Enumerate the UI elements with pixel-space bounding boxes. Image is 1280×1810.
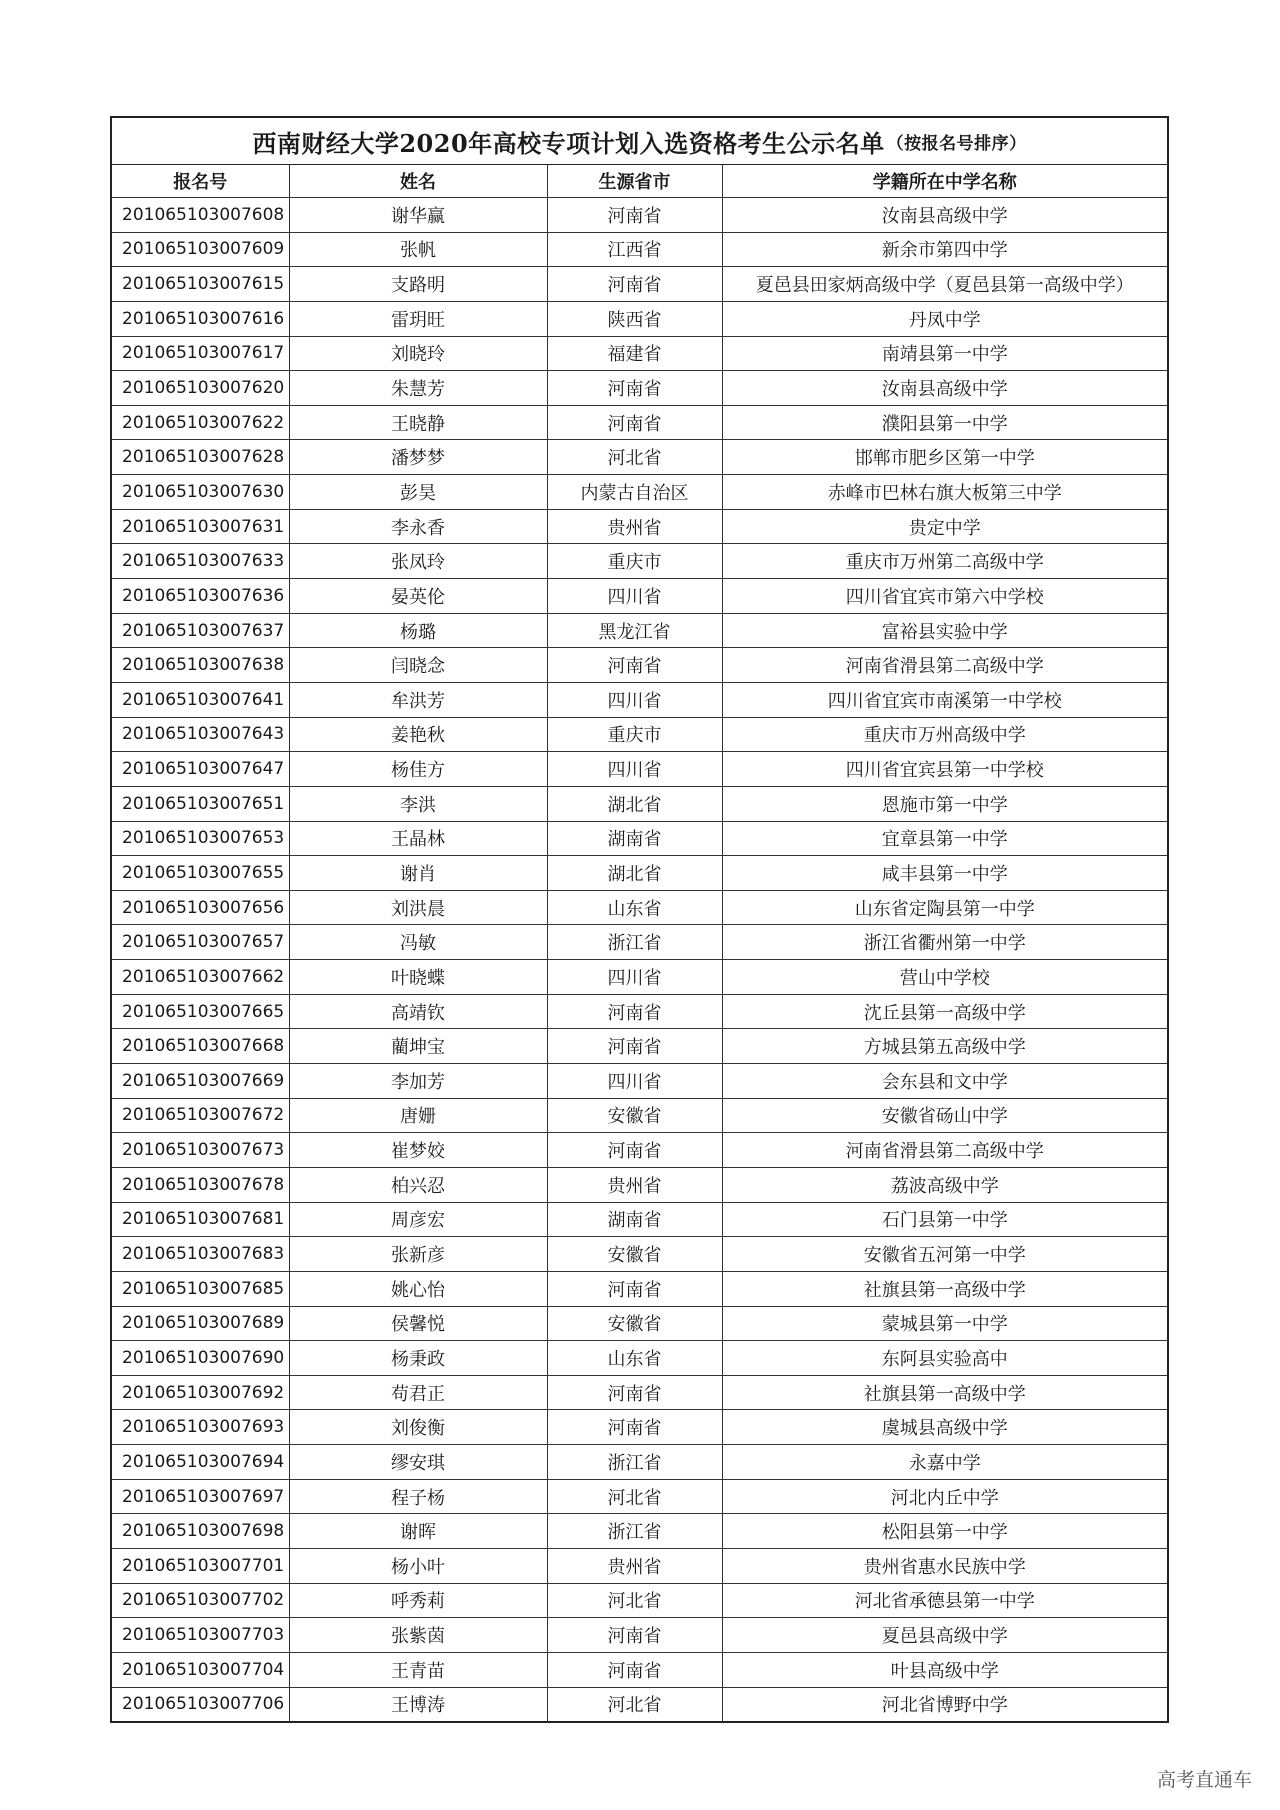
school-cell: 宜章县第一中学 [722, 821, 1167, 856]
province-cell: 江西省 [547, 232, 722, 267]
school-cell: 贵州省惠水民族中学 [722, 1548, 1167, 1583]
school-cell: 社旗县第一高级中学 [722, 1271, 1167, 1306]
registration-number-cell: 201065103007678 [112, 1167, 289, 1202]
registration-number-cell: 201065103007656 [112, 890, 289, 925]
registration-number-cell: 201065103007681 [112, 1202, 289, 1237]
name-cell: 冯敏 [289, 925, 547, 960]
school-cell: 河北省博野中学 [722, 1687, 1167, 1721]
school-cell: 浙江省衢州第一中学 [722, 925, 1167, 960]
name-cell: 晏英伦 [289, 579, 547, 614]
watermark: 高考直通车 [1156, 1769, 1252, 1791]
school-cell: 恩施市第一中学 [722, 786, 1167, 821]
table-row [112, 856, 1167, 891]
name-cell: 藺坤宝 [289, 1029, 547, 1064]
school-cell: 邯郸市肥乡区第一中学 [722, 440, 1167, 475]
table-row [112, 1583, 1167, 1618]
province-cell: 安徽省 [547, 1237, 722, 1272]
name-cell: 杨秉政 [289, 1341, 547, 1376]
name-cell: 张帆 [289, 232, 547, 267]
registration-number-cell: 201065103007693 [112, 1410, 289, 1445]
school-cell: 永嘉中学 [722, 1445, 1167, 1480]
table-row [112, 821, 1167, 856]
column-header-province: 生源省市 [547, 165, 722, 198]
school-cell: 营山中学校 [722, 960, 1167, 995]
province-cell: 浙江省 [547, 1445, 722, 1480]
table-row [112, 509, 1167, 544]
school-cell: 河北内丘中学 [722, 1479, 1167, 1514]
table-row [112, 1133, 1167, 1168]
candidate-table [112, 165, 1167, 1721]
name-cell: 缪安琪 [289, 1445, 547, 1480]
name-cell: 闫晓念 [289, 648, 547, 683]
document-title: 西南财经大学2020年高校专项计划入选资格考生公示名单 [252, 128, 885, 158]
column-header-registration-number: 报名号 [112, 165, 289, 198]
name-cell: 王青苗 [289, 1652, 547, 1687]
registration-number-cell: 201065103007633 [112, 544, 289, 579]
school-cell: 赤峰市巴林右旗大板第三中学 [722, 475, 1167, 510]
table-row [112, 440, 1167, 475]
name-cell: 王晶林 [289, 821, 547, 856]
province-cell: 湖北省 [547, 786, 722, 821]
registration-number-cell: 201065103007657 [112, 925, 289, 960]
province-cell: 浙江省 [547, 1514, 722, 1549]
name-cell: 姚心怡 [289, 1271, 547, 1306]
column-header-name: 姓名 [289, 165, 547, 198]
school-cell: 贵定中学 [722, 509, 1167, 544]
registration-number-cell: 201065103007665 [112, 994, 289, 1029]
registration-number-cell: 201065103007669 [112, 1064, 289, 1099]
school-cell: 濮阳县第一中学 [722, 405, 1167, 440]
school-cell: 松阳县第一中学 [722, 1514, 1167, 1549]
name-cell: 刘俊衡 [289, 1410, 547, 1445]
school-cell: 汝南县高级中学 [722, 198, 1167, 233]
name-cell: 李永香 [289, 509, 547, 544]
province-cell: 河南省 [547, 371, 722, 406]
table-row [112, 475, 1167, 510]
province-cell: 贵州省 [547, 1167, 722, 1202]
name-cell: 杨佳方 [289, 752, 547, 787]
registration-number-cell: 201065103007636 [112, 579, 289, 614]
school-cell: 沈丘县第一高级中学 [722, 994, 1167, 1029]
school-cell: 南靖县第一中学 [722, 336, 1167, 371]
registration-number-cell: 201065103007703 [112, 1618, 289, 1653]
registration-number-cell: 201065103007672 [112, 1098, 289, 1133]
name-cell: 杨小叶 [289, 1548, 547, 1583]
school-cell: 四川省宜宾市南溪第一中学校 [722, 682, 1167, 717]
province-cell: 河南省 [547, 1410, 722, 1445]
registration-number-cell: 201065103007651 [112, 786, 289, 821]
registration-number-cell: 201065103007706 [112, 1687, 289, 1721]
document-title-note: （按报名号排序） [886, 133, 1027, 154]
province-cell: 湖南省 [547, 1202, 722, 1237]
table-row [112, 1618, 1167, 1653]
province-cell: 河北省 [547, 440, 722, 475]
school-cell: 方城县第五高级中学 [722, 1029, 1167, 1064]
province-cell: 贵州省 [547, 509, 722, 544]
table-row [112, 1167, 1167, 1202]
registration-number-cell: 201065103007698 [112, 1514, 289, 1549]
registration-number-cell: 201065103007647 [112, 752, 289, 787]
name-cell: 柏兴忍 [289, 1167, 547, 1202]
registration-number-cell: 201065103007638 [112, 648, 289, 683]
table-row [112, 1548, 1167, 1583]
registration-number-cell: 201065103007608 [112, 198, 289, 233]
registration-number-cell: 201065103007701 [112, 1548, 289, 1583]
province-cell: 安徽省 [547, 1306, 722, 1341]
school-cell: 新余市第四中学 [722, 232, 1167, 267]
name-cell: 彭昊 [289, 475, 547, 510]
province-cell: 重庆市 [547, 544, 722, 579]
table-row [112, 717, 1167, 752]
table-row [112, 1410, 1167, 1445]
table-row [112, 371, 1167, 406]
table-row [112, 1375, 1167, 1410]
table-row [112, 925, 1167, 960]
province-cell: 山东省 [547, 1341, 722, 1376]
name-cell: 唐姗 [289, 1098, 547, 1133]
name-cell: 张凤玲 [289, 544, 547, 579]
school-cell: 山东省定陶县第一中学 [722, 890, 1167, 925]
province-cell: 山东省 [547, 890, 722, 925]
registration-number-cell: 201065103007630 [112, 475, 289, 510]
registration-number-cell: 201065103007617 [112, 336, 289, 371]
table-row [112, 198, 1167, 233]
registration-number-cell: 201065103007690 [112, 1341, 289, 1376]
table-row [112, 1202, 1167, 1237]
province-cell: 四川省 [547, 579, 722, 614]
table-row [112, 1098, 1167, 1133]
name-cell: 张新彦 [289, 1237, 547, 1272]
name-cell: 王博涛 [289, 1687, 547, 1721]
registration-number-cell: 201065103007622 [112, 405, 289, 440]
table-row [112, 1237, 1167, 1272]
registration-number-cell: 201065103007615 [112, 267, 289, 302]
province-cell: 四川省 [547, 960, 722, 995]
province-cell: 河南省 [547, 1375, 722, 1410]
province-cell: 湖北省 [547, 856, 722, 891]
province-cell: 湖南省 [547, 821, 722, 856]
name-cell: 谢晖 [289, 1514, 547, 1549]
registration-number-cell: 201065103007685 [112, 1271, 289, 1306]
school-cell: 重庆市万州第二高级中学 [722, 544, 1167, 579]
column-header-school: 学籍所在中学名称 [722, 165, 1167, 198]
province-cell: 河南省 [547, 1271, 722, 1306]
province-cell: 河南省 [547, 648, 722, 683]
school-cell: 河北省承德县第一中学 [722, 1583, 1167, 1618]
name-cell: 周彦宏 [289, 1202, 547, 1237]
school-cell: 叶县高级中学 [722, 1652, 1167, 1687]
name-cell: 杨璐 [289, 613, 547, 648]
school-cell: 夏邑县高级中学 [722, 1618, 1167, 1653]
province-cell: 内蒙古自治区 [547, 475, 722, 510]
table-row [112, 1271, 1167, 1306]
school-cell: 东阿县实验高中 [722, 1341, 1167, 1376]
school-cell: 重庆市万州高级中学 [722, 717, 1167, 752]
registration-number-cell: 201065103007673 [112, 1133, 289, 1168]
table-row [112, 267, 1167, 302]
table-row [112, 544, 1167, 579]
table-row [112, 786, 1167, 821]
school-cell: 虞城县高级中学 [722, 1410, 1167, 1445]
name-cell: 叶晓蝶 [289, 960, 547, 995]
name-cell: 张紫茵 [289, 1618, 547, 1653]
school-cell: 丹凤中学 [722, 301, 1167, 336]
name-cell: 程子杨 [289, 1479, 547, 1514]
name-cell: 李洪 [289, 786, 547, 821]
school-cell: 四川省宜宾县第一中学校 [722, 752, 1167, 787]
table-header-row [112, 165, 1167, 198]
province-cell: 河北省 [547, 1583, 722, 1618]
table-row [112, 682, 1167, 717]
table-row [112, 1341, 1167, 1376]
roster-sheet [110, 116, 1169, 1723]
registration-number-cell: 201065103007637 [112, 613, 289, 648]
province-cell: 重庆市 [547, 717, 722, 752]
table-row [112, 1652, 1167, 1687]
table-row [112, 1445, 1167, 1480]
province-cell: 河北省 [547, 1479, 722, 1514]
registration-number-cell: 201065103007704 [112, 1652, 289, 1687]
document-title-row [112, 118, 1167, 165]
registration-number-cell: 201065103007631 [112, 509, 289, 544]
province-cell: 四川省 [547, 752, 722, 787]
table-row [112, 613, 1167, 648]
school-cell: 社旗县第一高级中学 [722, 1375, 1167, 1410]
school-cell: 四川省宜宾市第六中学校 [722, 579, 1167, 614]
table-row [112, 1687, 1167, 1721]
table-row [112, 752, 1167, 787]
table-row [112, 232, 1167, 267]
registration-number-cell: 201065103007692 [112, 1375, 289, 1410]
school-cell: 河南省滑县第二高级中学 [722, 648, 1167, 683]
name-cell: 刘洪晨 [289, 890, 547, 925]
school-cell: 河南省滑县第二高级中学 [722, 1133, 1167, 1168]
province-cell: 陕西省 [547, 301, 722, 336]
table-row [112, 301, 1167, 336]
province-cell: 河南省 [547, 1133, 722, 1168]
name-cell: 谢华赢 [289, 198, 547, 233]
name-cell: 谢肖 [289, 856, 547, 891]
registration-number-cell: 201065103007641 [112, 682, 289, 717]
registration-number-cell: 201065103007655 [112, 856, 289, 891]
school-cell: 富裕县实验中学 [722, 613, 1167, 648]
name-cell: 李加芳 [289, 1064, 547, 1099]
registration-number-cell: 201065103007616 [112, 301, 289, 336]
table-row [112, 890, 1167, 925]
school-cell: 汝南县高级中学 [722, 371, 1167, 406]
registration-number-cell: 201065103007694 [112, 1445, 289, 1480]
name-cell: 姜艳秋 [289, 717, 547, 752]
school-cell: 夏邑县田家炳高级中学（夏邑县第一高级中学） [722, 267, 1167, 302]
registration-number-cell: 201065103007662 [112, 960, 289, 995]
school-cell: 安徽省五河第一中学 [722, 1237, 1167, 1272]
school-cell: 荔波高级中学 [722, 1167, 1167, 1202]
province-cell: 河南省 [547, 1652, 722, 1687]
name-cell: 苟君正 [289, 1375, 547, 1410]
name-cell: 朱慧芳 [289, 371, 547, 406]
table-body [112, 198, 1167, 1722]
table-row [112, 1306, 1167, 1341]
province-cell: 安徽省 [547, 1098, 722, 1133]
registration-number-cell: 201065103007683 [112, 1237, 289, 1272]
registration-number-cell: 201065103007609 [112, 232, 289, 267]
province-cell: 河南省 [547, 1618, 722, 1653]
table-row [112, 1479, 1167, 1514]
province-cell: 河南省 [547, 994, 722, 1029]
registration-number-cell: 201065103007689 [112, 1306, 289, 1341]
table-row [112, 1029, 1167, 1064]
school-cell: 蒙城县第一中学 [722, 1306, 1167, 1341]
table-row [112, 994, 1167, 1029]
name-cell: 高靖钦 [289, 994, 547, 1029]
province-cell: 福建省 [547, 336, 722, 371]
name-cell: 呼秀莉 [289, 1583, 547, 1618]
table-row [112, 405, 1167, 440]
province-cell: 浙江省 [547, 925, 722, 960]
school-cell: 安徽省砀山中学 [722, 1098, 1167, 1133]
registration-number-cell: 201065103007628 [112, 440, 289, 475]
registration-number-cell: 201065103007643 [112, 717, 289, 752]
province-cell: 四川省 [547, 682, 722, 717]
name-cell: 潘梦梦 [289, 440, 547, 475]
registration-number-cell: 201065103007702 [112, 1583, 289, 1618]
province-cell: 河南省 [547, 198, 722, 233]
name-cell: 支路明 [289, 267, 547, 302]
table-row [112, 579, 1167, 614]
registration-number-cell: 201065103007620 [112, 371, 289, 406]
school-cell: 石门县第一中学 [722, 1202, 1167, 1237]
province-cell: 河南省 [547, 267, 722, 302]
table-row [112, 648, 1167, 683]
table-row [112, 336, 1167, 371]
province-cell: 贵州省 [547, 1548, 722, 1583]
table-row [112, 960, 1167, 995]
province-cell: 四川省 [547, 1064, 722, 1099]
registration-number-cell: 201065103007697 [112, 1479, 289, 1514]
name-cell: 牟洪芳 [289, 682, 547, 717]
table-row [112, 1514, 1167, 1549]
province-cell: 黑龙江省 [547, 613, 722, 648]
school-cell: 会东县和文中学 [722, 1064, 1167, 1099]
name-cell: 雷玥旺 [289, 301, 547, 336]
table-row [112, 1064, 1167, 1099]
name-cell: 侯馨悦 [289, 1306, 547, 1341]
school-cell: 咸丰县第一中学 [722, 856, 1167, 891]
name-cell: 刘晓玲 [289, 336, 547, 371]
name-cell: 崔梦姣 [289, 1133, 547, 1168]
registration-number-cell: 201065103007668 [112, 1029, 289, 1064]
registration-number-cell: 201065103007653 [112, 821, 289, 856]
province-cell: 河北省 [547, 1687, 722, 1721]
province-cell: 河南省 [547, 1029, 722, 1064]
province-cell: 河南省 [547, 405, 722, 440]
name-cell: 王晓静 [289, 405, 547, 440]
